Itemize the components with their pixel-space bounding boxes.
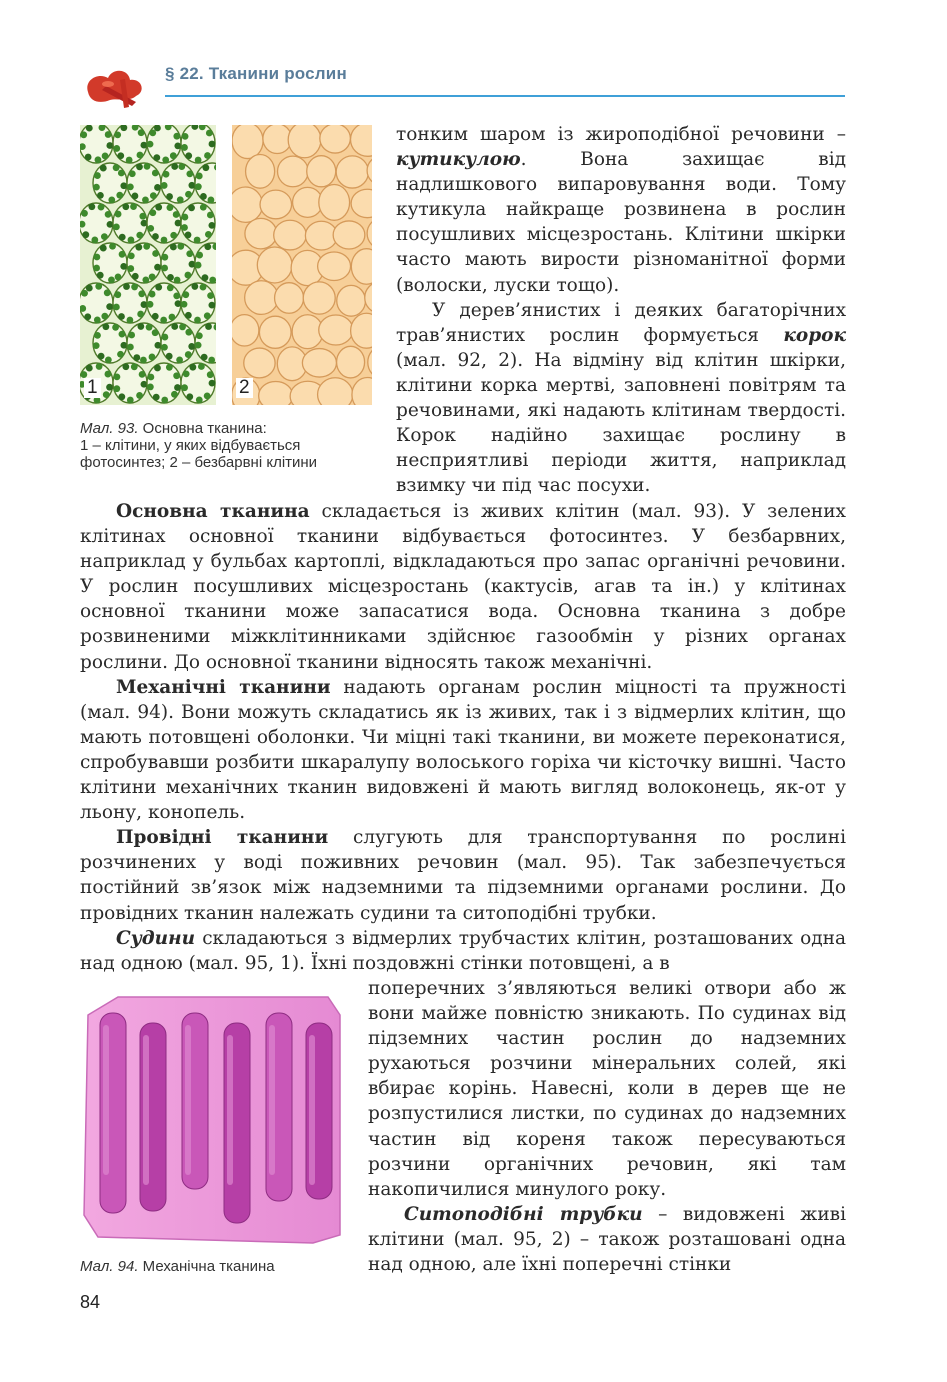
header-rule bbox=[165, 95, 845, 97]
term-cuticle: кутикулою bbox=[396, 149, 521, 171]
term-vessels: Судини bbox=[116, 927, 196, 949]
paragraph-vessels-continued: поперечних з’являються великі отвори або ж вони майже повністю зникають. По судинах від підземних частин рослин до надземних рухаються розчини мінеральних солей, які вбирає корінь. Навесні, коли в дерев ще не розпустилися листки, по судинах до надземних частин від кореня також пересуваються розчини органічних речовин, які там накопичилися минулого року. bbox=[368, 978, 846, 1200]
section-title: § 22. Тканини рослин bbox=[165, 64, 347, 83]
paragraph-cuticle bbox=[396, 122, 846, 298]
colorless-cells-illustration bbox=[232, 125, 372, 405]
figure-93-label-1: 1 bbox=[84, 378, 101, 398]
text-run: складається із живих клітин (мал. 93). У зелених клітинах основної тканини відбувається фотосинтез. У безбарвних, наприклад у бульбах картоплі, відкладаються про запас органічні речовини. У рослин посушливих місцезростань (кактусів, агав та ін.) у клітинах основної тканини може запасатися вода. Основна тканина з добре розвиненими міжклітинниками здійснює газообмін у різних органах рослини. До основної тканини відносять також механічні. bbox=[80, 501, 846, 673]
paragraph-ground-tissue bbox=[80, 499, 846, 675]
figure-93-caption-label: Мал. 93. bbox=[80, 420, 139, 437]
text-run: (мал. 92, 2). На відміну від клітин шкірки, клітини корка мертві, заповнені повітрям та речовинами, які надають клітинам твердості. Корок надійно захищає рослину в несприятливі періоди життя, наприклад взимку чи під час посухи. bbox=[396, 349, 846, 497]
figure-93-label-2: 2 bbox=[236, 378, 253, 398]
text-run: . Вона захищає від надлишкового випаровування води. Тому кутикула найкраще розвинена в рослин посушливих місцезростань. Клітини шкірки часто мають вирости різноманітної форми (волоски, луски тощо). bbox=[396, 149, 846, 296]
mechanical-tissue-illustration bbox=[78, 985, 348, 1250]
text-run: складаються з відмерлих трубчастих клітин, розташованих одна над одною (мал. 95, 1). Їхні поздовжні стінки потовщені, а в bbox=[80, 927, 846, 974]
red-plant-logo-icon bbox=[80, 62, 150, 112]
text-run: слугують для транспортування по рослині розчинених у воді поживних речовин (мал. 95). Так забезпечується постійний зв’язок між надземними та підземними органами рослини. До провідних тканин належать судини та ситоподібні трубки. bbox=[80, 827, 846, 924]
main-text bbox=[80, 499, 846, 976]
text-run: – видовжені живі клітини (мал. 95, 2) – також розташовані одна над одною, але їхні поперечні стінки bbox=[368, 1203, 846, 1276]
figure-93-caption-line2: 1 – клітини, у яких відбувається bbox=[80, 437, 301, 454]
term-ground-tissue: Основна тканина bbox=[116, 501, 310, 522]
text-run: У дерев’янистих і деяких багаторічних трав’янистих рослин формується bbox=[396, 299, 846, 346]
figure-93-caption bbox=[80, 420, 375, 471]
paragraph-sieve-tubes bbox=[368, 1202, 846, 1277]
figure-94-caption-label: Мал. 94. bbox=[80, 1258, 139, 1275]
term-cork: корок bbox=[783, 324, 846, 346]
figure-93-caption-line3: фотосинтез; 2 – безбарвні клітини bbox=[80, 454, 318, 471]
term-conducting-tissue: Провідні тканини bbox=[116, 827, 329, 849]
lower-right-text bbox=[368, 976, 846, 1277]
figure-94-caption bbox=[80, 1258, 360, 1275]
figure-94-caption-text: Механічна тканина bbox=[138, 1258, 275, 1275]
right-column-text bbox=[396, 122, 846, 498]
figure-93-caption-text: Основна тканина: bbox=[138, 420, 267, 437]
paragraph-mechanical-tissue bbox=[80, 675, 846, 826]
paragraph-cork bbox=[396, 298, 846, 499]
photosynthetic-cells-illustration bbox=[80, 125, 216, 405]
page-number: 84 bbox=[80, 1292, 101, 1312]
paragraph-conducting-tissue bbox=[80, 825, 846, 925]
term-mechanical-tissue: Механічні тканини bbox=[116, 676, 331, 698]
term-sieve-tubes: Ситоподібні трубки bbox=[404, 1203, 643, 1225]
text-run: тонким шаром із жироподібної речовини – bbox=[396, 124, 846, 145]
paragraph-vessels bbox=[80, 926, 846, 976]
text-run: надають органам рослин міцності та пружності (мал. 94). Вони можуть складатись як із живих, так і з відмерлих клітин, що мають потовщені оболонки. Чи міцні такі тканини, ви можете переконатися, спробувавши розбити шкаралупу волоського горіха чи кісточку вишні. Часто клітини механічних тканин видовжені й мають вигляд волоконець, як-от у льону, конопель. bbox=[80, 676, 846, 824]
